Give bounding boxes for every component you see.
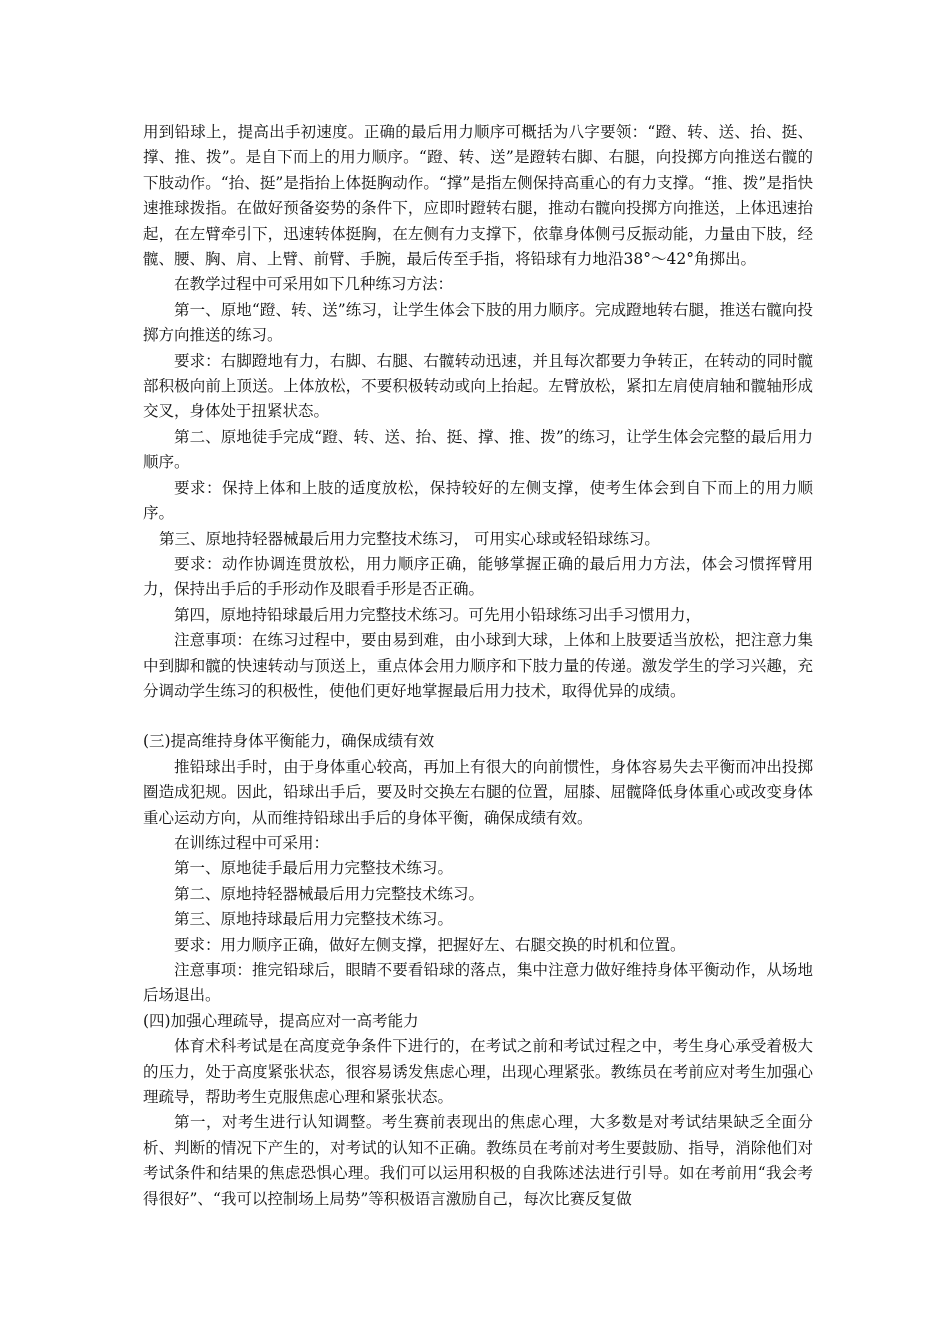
paragraph-balance-intro: 推铅球出手时，由于身体重心较高，再加上有很大的向前惯性，身体容易失去平衡而冲出投掷圈造成犯规。因此，铅球出手后，要及时交换左右腿的位置，屈膝、屈髋降低身体重心或改变身体重心运动方向，从而维持铅球出手后的身体平衡，确保成绩有效。 xyxy=(143,757,813,827)
paragraph-requirement-3: 要求：动作协调连贯放松，用力顺序正确，能够掌握正确的最后用力方法，体会习惯挥臂用力，保持出手后的手形动作及眼看手形是否正确。 xyxy=(143,554,813,599)
paragraph-requirement-balance: 要求：用力顺序正确，做好左侧支撑，把握好左、右腿交换的时机和位置。 xyxy=(174,935,686,954)
paragraph-exercise-3: 第三、原地持轻器械最后用力完整技术练习， 可用实心球或轻铅球练习。 xyxy=(159,529,660,548)
paragraph-methods-intro: 在教学过程中可采用如下几种练习方法： xyxy=(174,275,454,294)
paragraph-cognitive-adjustment: 第一，对考生进行认知调整。考生赛前表现出的焦虑心理，大多数是对考试结果缺乏全面分析、判断的情况下产生的，对考试的认知不正确。教练员在考前对考生要鼓励、指导，消除他们对考试条件和结果的焦虑恐惧心理。我们可以运用积极的自我陈述法进行引导。如在考前用“我会考得很好”、“我可以控制场上局势”等积极语言激励自己，每次比赛反复做 xyxy=(143,1113,813,1208)
paragraph-notes-1: 注意事项：在练习过程中，要由易到难，由小球到大球，上体和上肢要适当放松，把注意力集中到脚和髋的快速转动与顶送上，重点体会用力顺序和下肢力量的传递。激发学生的学习兴趣，充分调动学生练习的积极性，使他们更好地掌握最后用力技术，取得优异的成绩。 xyxy=(143,631,813,700)
paragraph-training-2: 第二、原地持轻器械最后用力完整技术练习。 xyxy=(174,884,485,903)
paragraph-gap xyxy=(143,704,813,729)
paragraph-psychology-intro: 体育术科考试是在高度竞争条件下进行的，在考试之前和考试过程之中，考生身心承受着极大的压力，处于高度紧张状态，很容易诱发焦虑心理，出现心理紧张。教练员在考前应对考生加强心理疏导，帮助考生克服焦虑心理和紧张状态。 xyxy=(143,1037,813,1107)
paragraph-exercise-1: 第一、原地“蹬、转、送”练习，让学生体会下肢的用力顺序。完成蹬地转右腿，推送右髋向投掷方向推送的练习。 xyxy=(143,300,813,345)
section-heading-3: (三)提高维持身体平衡能力，确保成绩有效 xyxy=(143,732,435,751)
paragraph-notes-balance: 注意事项：推完铅球后，眼睛不要看铅球的落点，集中注意力做好维持身体平衡动作，从场地后场退出。 xyxy=(143,961,813,1005)
document-page xyxy=(143,120,813,1212)
paragraph-requirement-1: 要求：右脚蹬地有力，右脚、右腿、右髋转动迅速，并且每次都要力争转正，在转动的同时髋部积极向前上顶送。上体放松，不要积极转动或向上抬起。左臂放松，紧扣左肩使肩轴和髋轴形成交叉，身体处于扭紧状态。 xyxy=(143,351,813,421)
paragraph-training-3: 第三、原地持球最后用力完整技术练习。 xyxy=(174,910,454,929)
section-heading-4: (四)加强心理疏导，提高应对一高考能力 xyxy=(143,1011,419,1030)
paragraph-exercise-2: 第二、原地徒手完成“蹬、转、送、抬、挺、撑、推、拨”的练习，让学生体会完整的最后用力顺序。 xyxy=(143,427,813,472)
paragraph-requirement-2: 要求：保持上体和上肢的适度放松，保持较好的左侧支撑，使考生体会到自下而上的用力顺序。 xyxy=(143,478,813,523)
paragraph-training-1: 第一、原地徒手最后用力完整技术练习。 xyxy=(174,859,454,878)
paragraph-training-intro: 在训练过程中可采用： xyxy=(174,833,330,852)
paragraph-continuation: 用到铅球上，提高出手初速度。正确的最后用力顺序可概括为八字要领：“蹬、转、送、抬、挺、撑、推、拨”。是自下而上的用力顺序。“蹬、转、送”是蹬转右脚、右腿，向投掷方向推送右髋的下肢动作。“抬、挺”是指抬上体挺胸动作。“撑”是指左侧保持高重心的有力支撑。“推、拨”是指快速推球拨指。在做好预备姿势的条件下，应即时蹬转右腿，推动右髋向投掷方向推送，上体迅速抬起，在左臂牵引下，迅速转体挺胸，在左侧有力支撑下，依靠身体侧弓反振动能，力量由下肢，经髋、腰、胸、肩、上臂、前臂、手腕，最后传至手指，将铅球有力地沿38°～42°角掷出。 xyxy=(143,123,813,269)
paragraph-exercise-4: 第四，原地持铅球最后用力完整技术练习。可先用小铅球练习出手习惯用力， xyxy=(174,605,702,624)
